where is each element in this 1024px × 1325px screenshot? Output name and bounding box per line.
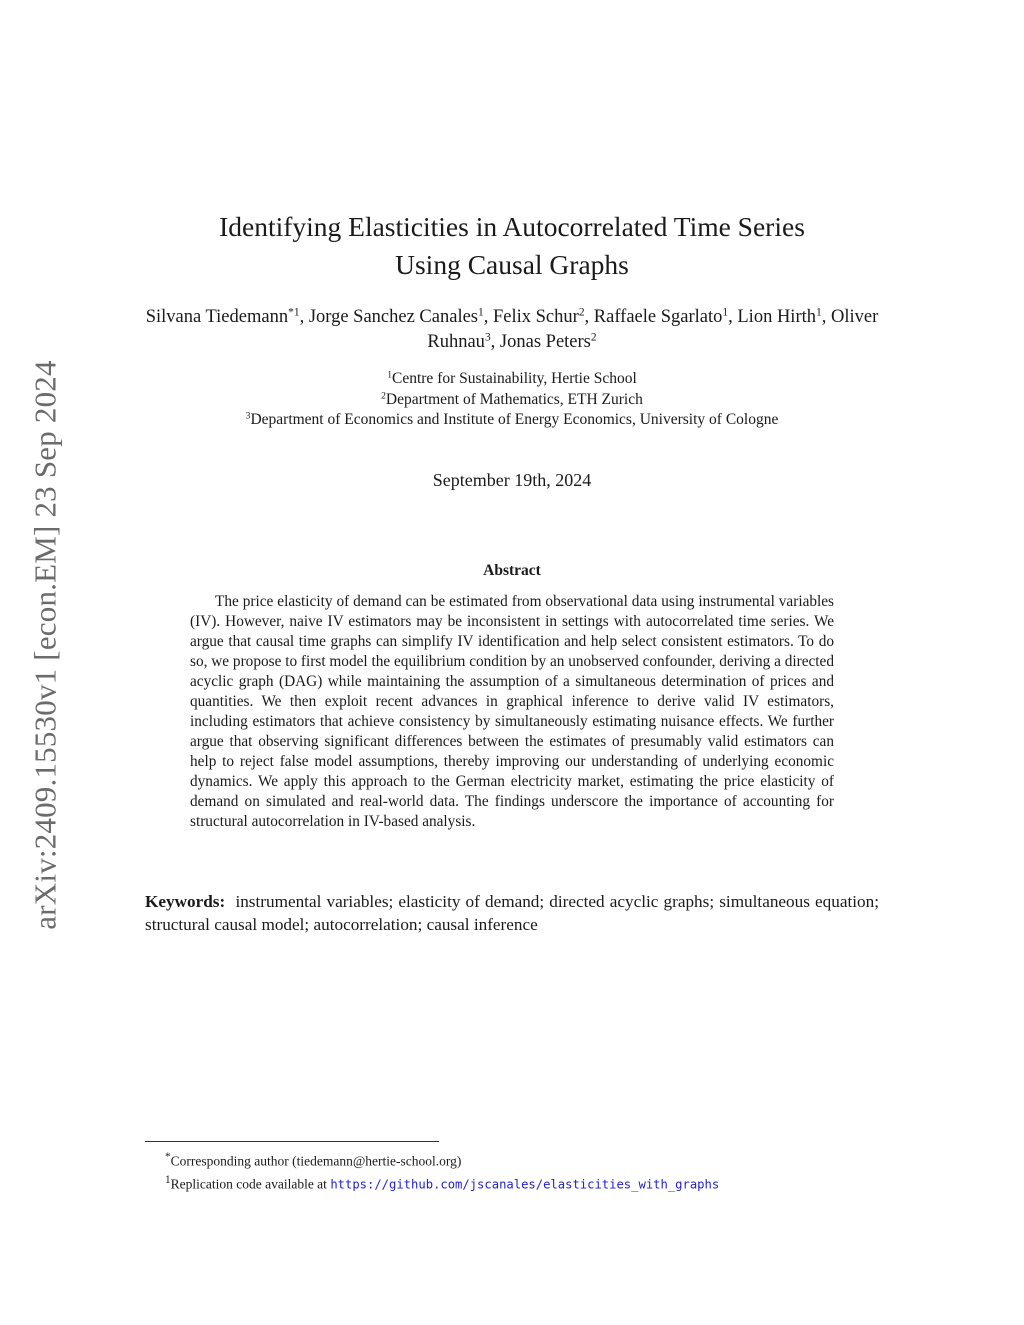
author-mark: 3 <box>484 331 491 344</box>
paper-title <box>150 208 874 284</box>
author-mark: 1 <box>722 306 729 319</box>
affiliation-list <box>140 369 884 431</box>
author-name: Lion Hirth <box>737 307 816 327</box>
publication-date: September 19th, 2024 <box>432 470 592 490</box>
footnote-mark: * <box>165 1151 171 1163</box>
affiliation-mark: 1 <box>387 369 392 381</box>
affiliation-text: Centre for Sustainability, Hertie School <box>392 370 637 387</box>
author-name: Jorge Sanchez Canales <box>308 307 478 327</box>
author-mark: *1 <box>288 306 300 319</box>
footnote-divider <box>145 1141 439 1142</box>
affiliation-mark: 2 <box>381 390 386 402</box>
replication-code-link[interactable]: https://github.com/jscanales/elasticities_with_graphs <box>330 1177 720 1191</box>
affiliation <box>140 410 884 431</box>
author-mark: 1 <box>478 306 484 319</box>
abstract-heading: Abstract <box>483 562 541 579</box>
footnote-text: Corresponding author (tiedemann@hertie-school.org) <box>170 1153 462 1169</box>
affiliation <box>140 369 884 390</box>
affiliation-mark: 3 <box>245 410 251 422</box>
author-name: Jonas Peters <box>499 332 591 352</box>
affiliation-text: Department of Mathematics, ETH Zurich <box>385 390 643 408</box>
keywords-label: Keywords: <box>145 892 226 911</box>
author-mark: 2 <box>578 306 585 319</box>
author-name: Raffaele Sgarlato <box>593 307 723 327</box>
author-name: Silvana Tiedemann <box>145 307 289 327</box>
arxiv-identifier-text: arXiv:2409.15530v1 [econ.EM] 23 Sep 2024 <box>28 360 63 930</box>
title-line-2: Using Causal Graphs <box>395 249 629 280</box>
author-mark: 1 <box>816 306 822 319</box>
author-list: Silvana Tiedemann$^{*1}$, Jorge Sanchez Canales$^1$, Felix Schur$^2$, Raffaele Sgarlato$^1$, Lion Hirth$^1$, Oliver Ruhnau$^3$, Jonas Peters$^2$ <box>145 306 879 352</box>
author-name: Oliver Ruhnau <box>427 307 879 352</box>
footnote-replication <box>165 1171 865 1195</box>
keywords-paragraph <box>145 890 879 936</box>
footnote-text: Replication code available at <box>170 1176 331 1191</box>
author-name: Felix Schur <box>492 307 579 327</box>
footnote-mark: 1 <box>165 1173 171 1186</box>
affiliation-text: Department of Economics and Institute of Energy Economics, University of Cologne <box>250 411 779 428</box>
author-mark: 2 <box>590 331 597 344</box>
keywords-text: instrumental variables; elasticity of demand; directed acyclic graphs; simultaneous equation; structural causal model; autocorrelation; causal inference <box>145 892 880 934</box>
title-line-1: Identifying Elasticities in Autocorrelated Time Series <box>219 211 805 242</box>
footnotes <box>165 1148 865 1194</box>
footnote-corresponding <box>165 1148 865 1171</box>
affiliation <box>140 390 884 411</box>
abstract-text: The price elasticity of demand can be estimated from observational data using instrumental variables (IV). However, naive IV estimators may be inconsistent in settings with autocorrelated time series. We argue that causal time graphs can simplify IV identification and help select consistent estimators. To do so, we propose to first model the equilibrium condition by an unobserved confounder, deriving a directed acyclic graph (DAG) while maintaining the assumption of a simultaneous determination of prices and quantities. We then exploit recent advances in graphical inference to derive valid IV estimators, including estimators that achieve consistency by simultaneously estimating nuisance effects. We further argue that observing significant differences between the estimates of presumably valid estimators can help to reject false model assumptions, thereby improving our understanding of underlying economic dynamics. We apply this approach to the German electricity market, estimating the price elasticity of demand on simulated and real-world data. The findings underscore the importance of accounting for structural autocorrelation in IV-based analysis. <box>190 593 834 830</box>
arxiv-side-identifier <box>18 330 74 960</box>
